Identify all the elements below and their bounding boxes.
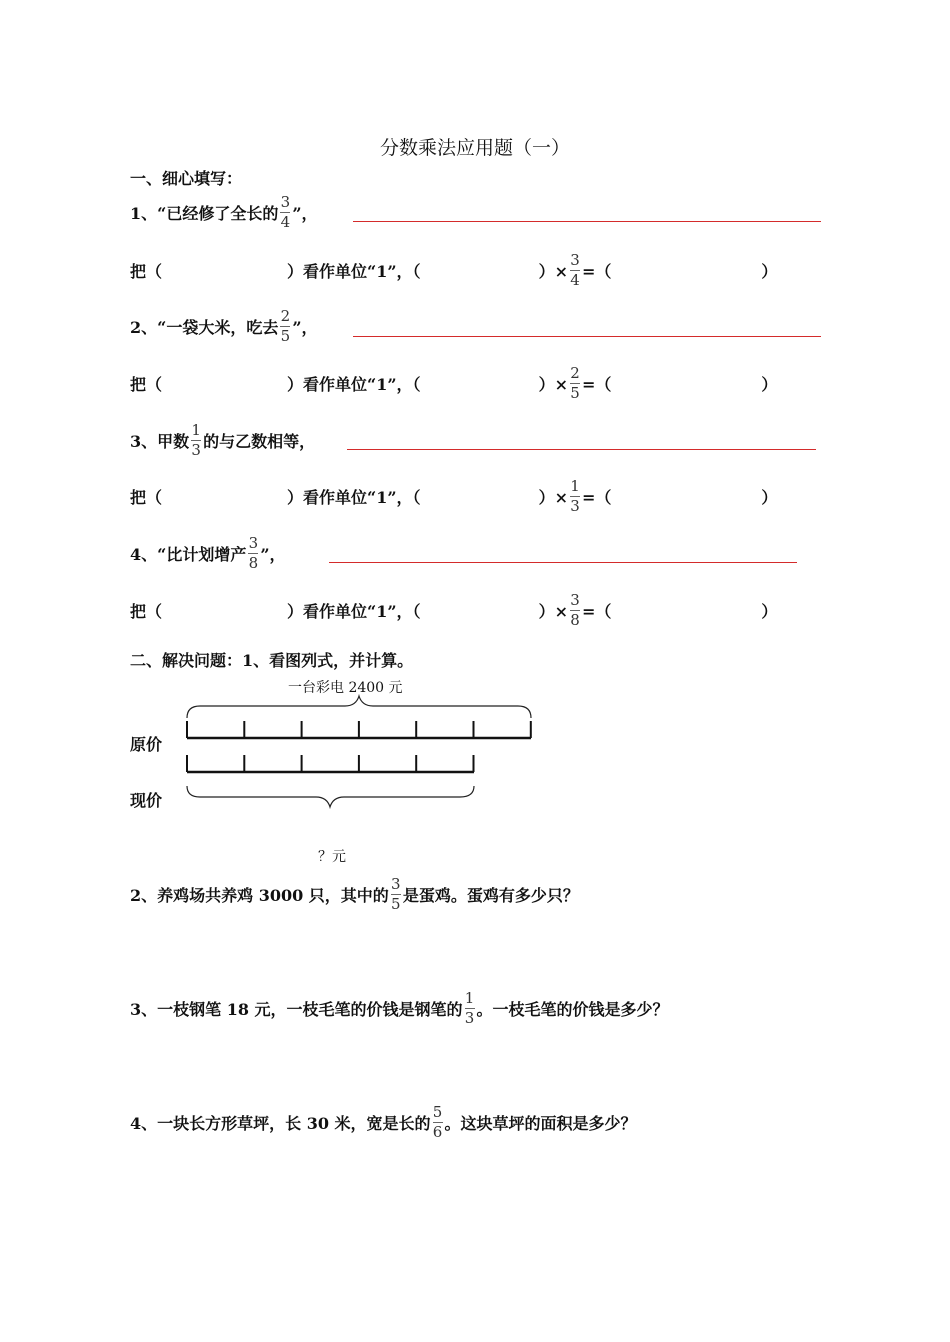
fraction: $\frac{5}{6}$ bbox=[432, 1103, 443, 1141]
diagram-row1-label: 原价 bbox=[130, 735, 163, 754]
fraction: $\frac{3}{5}$ bbox=[391, 875, 401, 913]
top-brace bbox=[187, 696, 531, 718]
question-2: 2、“一袋大米，吃去 $\frac{2}{5}$ ”， bbox=[130, 307, 318, 345]
fraction: $\frac{1}{3}$ bbox=[570, 477, 580, 515]
section-1-heading: 一、细心填写： bbox=[130, 169, 243, 188]
fraction: $\frac{3}{4}$ bbox=[570, 251, 580, 289]
fraction: $\frac{1}{3}$ bbox=[464, 989, 475, 1027]
question-1-text: 1、“已经修了全长的 bbox=[130, 204, 279, 223]
diagram-row2-label: 现价 bbox=[130, 791, 163, 810]
fraction: $\frac{3}{8}$ bbox=[248, 534, 259, 572]
question-4: 4、“比计划增产 $\frac{3}{8}$ ”， bbox=[130, 534, 286, 572]
fraction: $\frac{1}{3}$ bbox=[191, 421, 201, 459]
bottom-brace bbox=[187, 786, 474, 807]
fraction: $\frac{2}{5}$ bbox=[280, 307, 291, 345]
diagram-top-label: 一台彩电 2400 元 bbox=[288, 680, 403, 696]
fill-row-4: 把（ ）看作单位“1”，（ ）× $\frac{3}{8}$ =（ ） bbox=[130, 591, 778, 629]
diagram-bottom-label: ？元 bbox=[318, 849, 346, 865]
fraction: $\frac{3}{8}$ bbox=[570, 591, 580, 629]
fraction: $\frac{3}{4}$ bbox=[280, 193, 291, 231]
page-title: 分数乘法应用题（一） bbox=[379, 137, 570, 159]
question-3: 3、甲数 $\frac{1}{3}$ 的与乙数相等， bbox=[130, 421, 316, 459]
fill-row-3: 把（ ）看作单位“1”，（ ）× $\frac{1}{3}$ =（ ） bbox=[130, 477, 778, 515]
problem-3: 3、一枝钢笔 18 元，一枝毛笔的价钱是钢笔的 $\frac{1}{3}$ 。一枝毛笔的价钱是多少？ bbox=[130, 989, 669, 1027]
section-2-heading: 二、解决问题：1、看图列式，并计算。 bbox=[130, 651, 414, 670]
problem-4: 4、一块长方形草坪，长 30 米，宽是长的 $\frac{5}{6}$ 。这块草坪的面积是多少？ bbox=[130, 1103, 637, 1141]
fill-row-1: 把（ ）看作单位“1”，（ ）× $\frac{3}{4}$ =（ ） bbox=[130, 251, 778, 289]
problem-2: 2、养鸡场共养鸡 3000 只，其中的 $\frac{3}{5}$ 是蛋鸡。蛋鸡有多少只？ bbox=[130, 875, 579, 913]
question-1: 1、“已经修了全长的 $\frac{3}{4}$ ”， bbox=[130, 193, 318, 231]
fraction: $\frac{2}{5}$ bbox=[570, 364, 580, 402]
fill-row-2: 把（ ）看作单位“1”，（ ）× $\frac{2}{5}$ =（ ） bbox=[130, 364, 778, 402]
